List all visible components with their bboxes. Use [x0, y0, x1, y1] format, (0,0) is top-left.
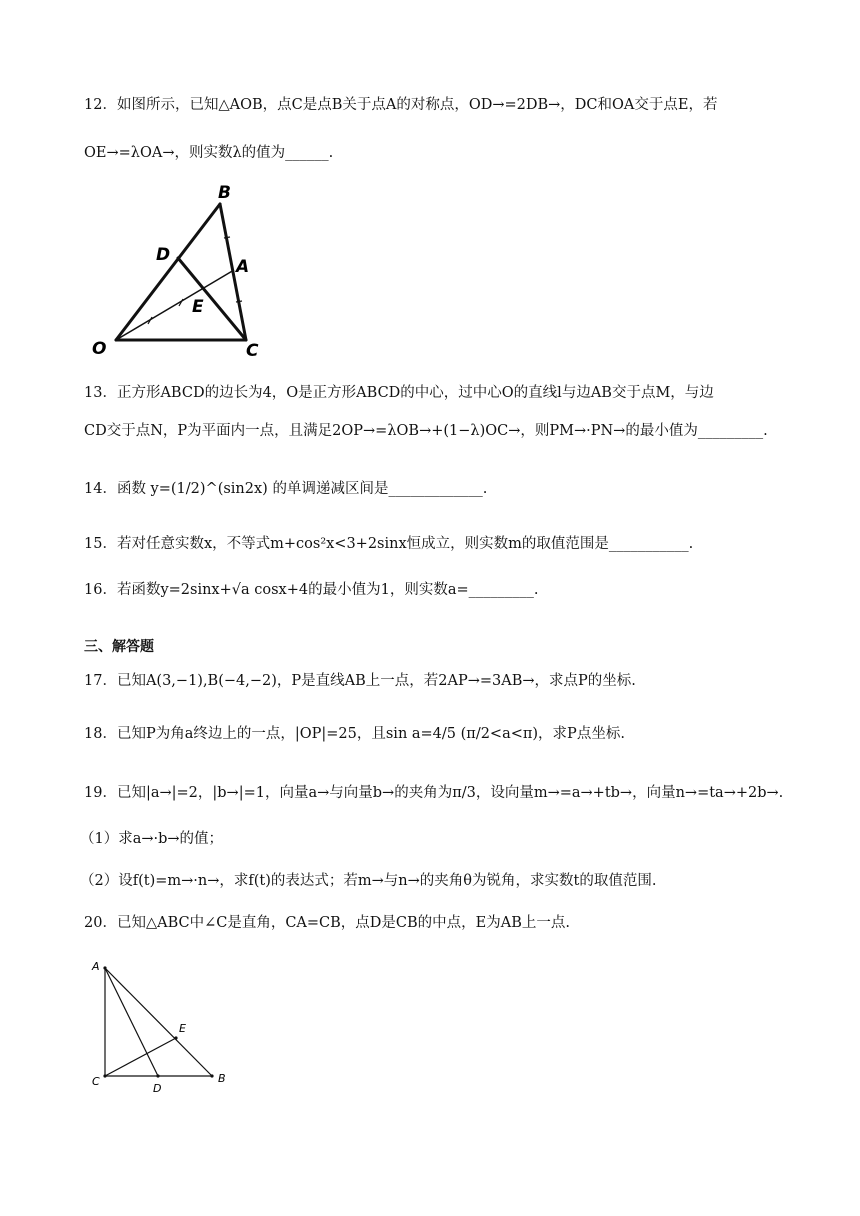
- q19-part1: （1）求a→·b→的值；: [80, 831, 224, 847]
- segment-AB: [105, 968, 212, 1076]
- segment-OB: [116, 204, 220, 340]
- q15-text: 15．若对任意实数x，不等式m+cos²x<3+2sinx恒成立，则实数m的取值范围是___________.: [84, 536, 694, 552]
- q12-figure: [84, 176, 284, 362]
- q19-line1: 19．已知|a→|=2，|b→|=1，向量a→与向量b→的夹角为π/3，设向量m→=a→+tb→，向量n→=ta→+2b→.: [84, 785, 784, 801]
- q19-part2: （2）设f(t)=m→·n→，求f(t)的表达式；若m→与n→的夹角θ为锐角，求实数t的取值范围.: [80, 873, 657, 889]
- label-D: D: [156, 245, 171, 265]
- label-O: O: [92, 339, 107, 359]
- q18-text: 18．已知P为角a终边上的一点，|OP|=25，且sin a=4/5 (π/2<a<π)，求P点坐标.: [84, 726, 625, 742]
- label-A: A: [236, 257, 250, 277]
- label-C: C: [246, 341, 259, 361]
- label-E: E: [179, 1022, 186, 1035]
- q13-line1: 13．正方形ABCD的边长为4，O是正方形ABCD的中心，过中心O的直线l与边AB交于点M，与边: [84, 385, 714, 401]
- label-A: A: [92, 960, 100, 973]
- label-D: D: [153, 1082, 162, 1094]
- q17-text: 17．已知A(3,−1),B(−4,−2)，P是直线AB上一点，若2AP→=3AB→，求点P的坐标.: [84, 673, 636, 689]
- q16-text: 16．若函数y=2sinx+√a cosx+4的最小值为1，则实数a=_________.: [84, 582, 539, 598]
- q12-line1: 12．如图所示，已知△AOB，点C是点B关于点A的对称点，OD→=2DB→，DC和OA交于点E，若: [84, 97, 718, 113]
- label-C: C: [92, 1075, 100, 1088]
- q20-text: 20．已知△ABC中∠C是直角，CA=CB，点D是CB的中点，E为AB上一点.: [84, 915, 570, 931]
- label-E: E: [192, 297, 204, 317]
- q13-line2: CD交于点N，P为平面内一点，且满足2OP→=λOB→+(1−λ)OC→，则PM→·PN→的最小值为_________.: [84, 423, 768, 439]
- segment-AD: [105, 968, 158, 1076]
- q14-text: 14．函数 y=(1/2)^(sin2x) 的单调递减区间是_____________.: [84, 481, 488, 497]
- label-B: B: [218, 1072, 226, 1085]
- label-B: B: [218, 183, 231, 203]
- q12-line2: OE→=λOA→，则实数λ的值为______.: [84, 145, 334, 161]
- section-title: 三、解答题: [84, 639, 154, 655]
- segment-CE: [105, 1038, 176, 1076]
- q20-figure: [86, 954, 236, 1094]
